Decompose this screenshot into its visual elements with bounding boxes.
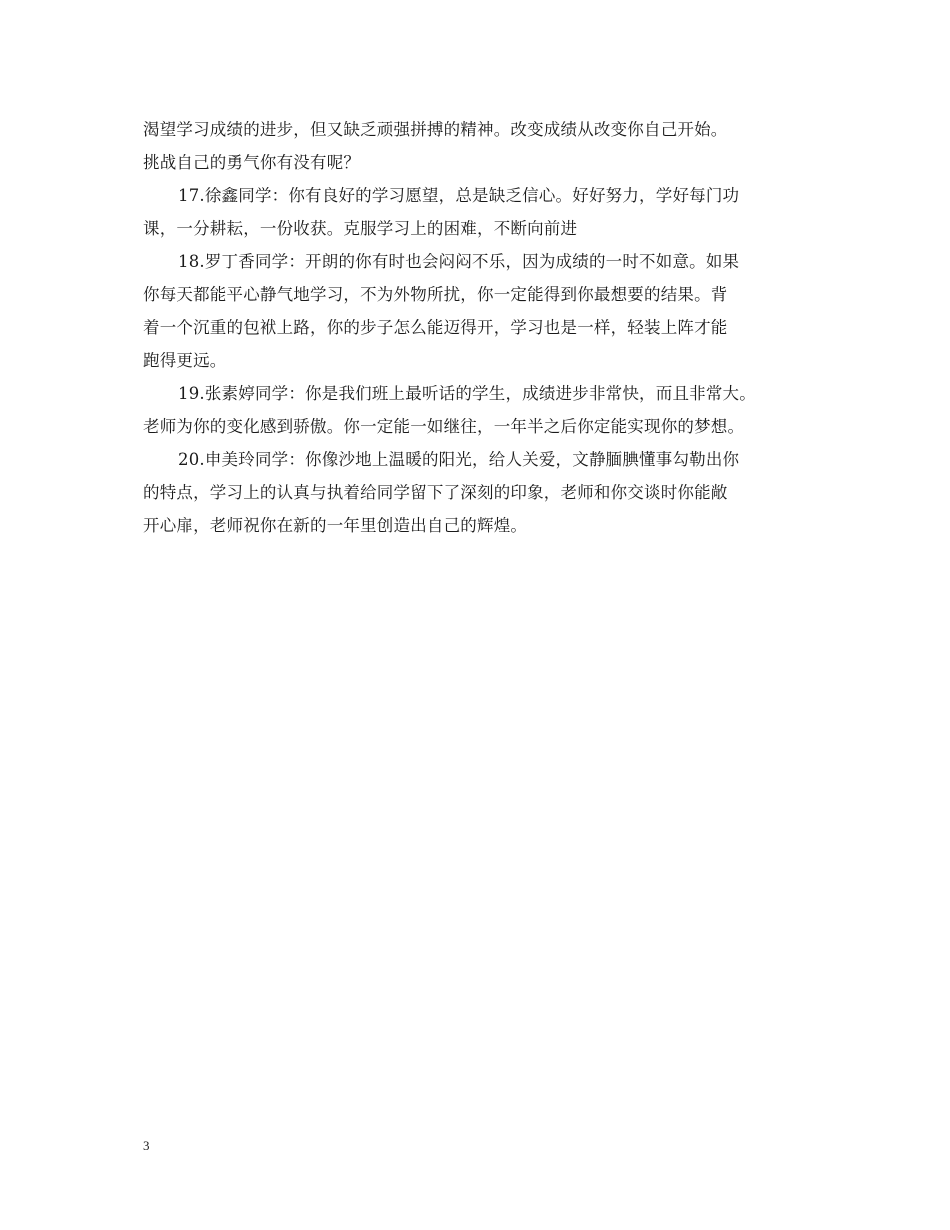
text-line: 17.徐鑫同学：你有良好的学习愿望，总是缺乏信心。好好努力，学好每门功 [178,186,740,205]
document-body [143,113,823,542]
text-line: 挑战自己的勇气你有没有呢？ [143,153,361,172]
text-line: 开心扉，老师祝你在新的一年里创造出自己的辉煌。 [143,516,528,535]
comment-paragraph-19 [143,377,823,443]
text-line: 渴望学习成绩的进步，但又缺乏顽强拼搏的精神。改变成绩从改变你自己开始。 [143,120,728,139]
comment-paragraph-20 [143,443,823,542]
text-line: 课，一分耕耘，一份收获。克服学习上的困难，不断向前进 [143,219,578,238]
text-line: 着一个沉重的包袱上路，你的步子怎么能迈得开，学习也是一样，轻装上阵才能 [143,318,728,337]
text-line: 18.罗丁香同学：开朗的你有时也会闷闷不乐，因为成绩的一时不如意。如果 [178,252,740,271]
text-line: 19.张素婷同学：你是我们班上最听话的学生，成绩进步非常快，而且非常大。 [178,384,756,403]
text-line: 你每天都能平心静气地学习，不为外物所扰，你一定能得到你最想要的结果。背 [143,285,728,304]
paragraph-continuation [143,113,823,179]
text-line: 老师为你的变化感到骄傲。你一定能一如继往，一年半之后你定能实现你的梦想。 [143,417,745,436]
text-line: 的特点，学习上的认真与执着给同学留下了深刻的印象，老师和你交谈时你能敞 [143,483,728,502]
page-number: 3 [143,1138,150,1153]
text-line: 跑得更远。 [143,351,227,370]
comment-paragraph-18 [143,245,823,377]
text-line: 20.申美玲同学：你像沙地上温暖的阳光，给人关爱，文静腼腆懂事勾勒出你 [178,450,740,469]
comment-paragraph-17 [143,179,823,245]
